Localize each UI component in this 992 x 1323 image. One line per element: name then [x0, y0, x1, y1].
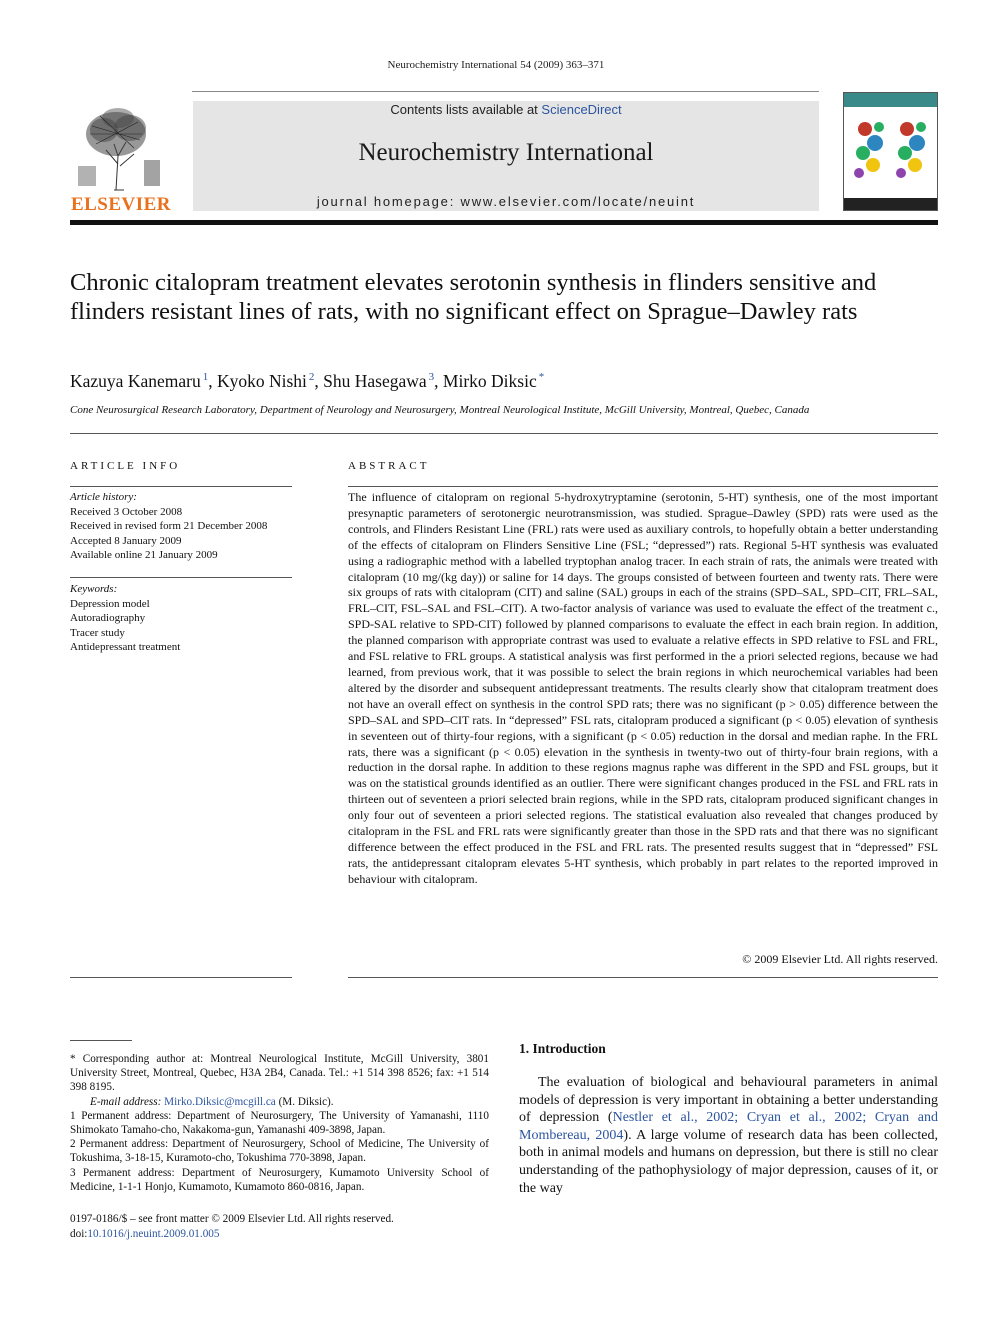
sciencedirect-link[interactable]: ScienceDirect [541, 102, 622, 117]
author-mark[interactable]: 1 [202, 371, 209, 383]
intro-text-end: ). A large volume of research data has been collected, both in animal models and humans on depression, but there is still no clear understanding of the pathophysiology of major depression, causes of it, or the way [519, 1127, 938, 1196]
publisher-name: ELSEVIER [70, 194, 172, 215]
footnotes [70, 1052, 489, 1194]
history-item: Received 3 October 2008 [70, 505, 183, 518]
introduction-heading: 1. Introduction [519, 1041, 606, 1056]
publisher-logo[interactable] [70, 104, 172, 214]
abstract-text: The influence of citalopram on regional 5-hydroxytryptamine (serotonin, 5-HT) synthesis, one of the most important presynaptic parameters of serotonergic neurotransmission, was studied. Sprague–Dawley (SPD) rats were used as the controls, and Flinders Resistant Line (FRL) rats were used as auxiliary controls, to hopefully obtain a better understanding of the effects of citalopram on Flinders Sensitive Line (FSL; “depressed”) rats. Regional 5-HT synthesis was evaluated using a radiographic method with a labelled tryptophan analog tracer. In each strain of rats, the animals were treated with citalopram (10 mg/(kg day)) or saline for 14 days. The groups consisted of between fourteen and twenty rats. There were six groups of rats with citalopram (CIT) and saline (SAL) groups in each of the strains (SPD–SAL, SPD–CIT, FRL–SAL, FRL–CIT, FSL–SAL and FSL–CIT). A two-factor analysis of variance was used to evaluate the effect of the treatment c., SPD-SAL relative to SPD-CIT) followed by planned comparisons to evaluate the effect in each brain region. In addition, the planned comparison with appropriate contrast was used to evaluate a relative effects in SPD relative to FSL and FRL, and FSL relative to FRL groups. A statistical analysis was first performed in the a priori selected regions, because we had learned, from previous work, that it was possible to select the brain regions in which neurochemical variables had been altered by the disorder and subsequent antidepressant treatments. The results clearly show that citalopram treatment does not have an overall effect on synthesis in the control SPD rats; there was no significant (p > 0.05) difference between the SPD–SAL and SPD–CIT rats. In “depressed” FSL rats, citalopram produced a significant (p < 0.05) elevation of synthesis in seventeen out of thirty-four regions, with a significant (p < 0.05) reduction in the dorsal and median raphe. In the FRL rats, there was a significant (p < 0.05) elevation in the synthesis in twenty-two out of thirty-four brain regions, with a reduction in the dorsal raphe. In addition to these regions magnus raphe was different in the SPD and FSL groups, but it was on the statistical grounds identified as an outlier. There were significant changes produced in the FSL and FRL rats in thirteen out of seventeen a priori selected brain regions, while in the SPD rats, citalopram produced significant changes in only four out of seventeen a priori selected regions. The statistical evaluation also revealed that changes produced by citalopram in the FSL and FRL rats were significantly greater than those in the SPD rats and that there was no significant difference between the effect produced in the FSL and FRL rats. The presented results suggest that in “depressed” FSL rats, the antidepressant citalopram elevates 5-HT synthesis, which probably in part relates to the reported improved in behaviour with citalopram. [348, 490, 938, 886]
journal-cover-thumbnail[interactable] [843, 92, 938, 211]
email-note [70, 1095, 489, 1109]
cover-top-band [844, 93, 937, 107]
author-mark[interactable]: 3 [428, 371, 435, 383]
article-history [70, 490, 300, 563]
footnote-2: 2 Permanent address: Department of Neurosurgery, School of Medicine, The University of Tokushima, 3-18-15, Kuramoto-cho, Tokushima 770-3898, Japan. [70, 1138, 489, 1165]
history-label: Article history: [70, 491, 137, 503]
issn-line: 0197-0186/$ – see front matter © 2009 Elsevier Ltd. All rights reserved. [70, 1213, 394, 1225]
affiliation: Cone Neurosurgical Research Laboratory, Department of Neurology and Neurosurgery, Montreal Neurological Institute, McGill University, Montreal, Quebec, Canada [70, 404, 810, 416]
intro-text-start: The evaluation of biological and behavioural parameters in animal models of depression is very important in obtaining a better understanding of depression ( [519, 1075, 938, 1126]
article-title: Chronic citalopram treatment elevates serotonin synthesis in flinders sensitive and flinders resistant lines of rats, with no significant effect on Sprague–Dawley rats [70, 269, 877, 325]
author-name[interactable]: Shu Hasegawa [323, 371, 427, 391]
divider [348, 486, 938, 487]
history-item: Available online 21 January 2009 [70, 549, 218, 561]
front-matter [70, 1212, 489, 1242]
journal-citation: Neurochemistry International 54 (2009) 363–371 [387, 59, 605, 71]
keyword: Autoradiography [70, 612, 146, 624]
history-item: Received in revised form 21 December 2008 [70, 520, 268, 532]
keyword: Depression model [70, 597, 150, 610]
history-item: Accepted 8 January 2009 [70, 534, 182, 547]
footnote-rule [70, 1040, 132, 1041]
journal-name: Neurochemistry International [358, 139, 654, 166]
cover-bottom-band [844, 198, 937, 210]
keywords [70, 582, 300, 655]
header-thick-rule [70, 220, 938, 225]
keywords-label: Keywords: [70, 583, 118, 595]
article-info-heading: ARTICLE INFO [70, 460, 181, 472]
cover-molecule-icon [845, 109, 938, 189]
author-list: Kazuya Kanemaru $^1$, Kyoko Nishi $^2$, Shu Hasegawa $^3$, Mirko Diksic * [70, 371, 545, 391]
footnote-3: 3 Permanent address: Department of Neurosurgery, Kumamoto University School of Medicine, 1-1-1 Honjo, Kumamoto, Kumamoto 860-0816, Japan. [70, 1166, 489, 1193]
email-link[interactable]: Mirko.Diksic@mcgill.ca [164, 1095, 276, 1108]
doi-line [70, 1227, 489, 1242]
author-mark[interactable]: 2 [308, 371, 315, 383]
keyword: Antidepressant treatment [70, 641, 181, 653]
doi-prefix: doi: [70, 1228, 88, 1240]
author-name[interactable]: Kazuya Kanemaru [70, 371, 201, 391]
corresponding-author-note: * Corresponding author at: Montreal Neurological Institute, McGill University, 3801 University Street, Montreal, Quebec, H3A 2B4, Canada. Tel.: +1 514 398 8526; fax: +1 514 398 8195. [70, 1053, 489, 1094]
divider [70, 486, 292, 487]
doi-link[interactable]: 10.1016/j.neuint.2009.01.005 [87, 1228, 220, 1240]
author-mark[interactable]: * [538, 371, 545, 383]
intro-references[interactable]: Nestler et al., 2002; Cryan et al., 2002; Cryan and Mombereau, 2004 [519, 1110, 939, 1143]
introduction-text [519, 1074, 938, 1197]
contents-line [193, 102, 819, 117]
header-top-rule [192, 91, 819, 92]
divider [348, 977, 938, 978]
keyword: Tracer study [70, 626, 125, 639]
journal-homepage[interactable]: journal homepage: www.elsevier.com/locate/neuint [316, 194, 696, 209]
elsevier-tree-icon [70, 104, 172, 192]
email-label: E-mail address: [90, 1095, 162, 1108]
abstract-heading: ABSTRACT [348, 460, 430, 472]
author-name[interactable]: Mirko Diksic [442, 371, 537, 391]
contents-prefix: Contents lists available at [390, 102, 538, 117]
divider [70, 577, 292, 578]
footnote-1: 1 Permanent address: Department of Neurosurgery, The University of Yamanashi, 1110 Shimokato Tamaho-cho, Nakakoma-gun, Yamanashi 409-3898, Japan. [70, 1109, 489, 1137]
copyright: © 2009 Elsevier Ltd. All rights reserved. [742, 952, 938, 966]
divider [70, 977, 292, 978]
email-suffix: (M. Diksic). [278, 1095, 334, 1108]
author-name[interactable]: Kyoko Nishi [216, 371, 307, 391]
divider [70, 433, 938, 434]
